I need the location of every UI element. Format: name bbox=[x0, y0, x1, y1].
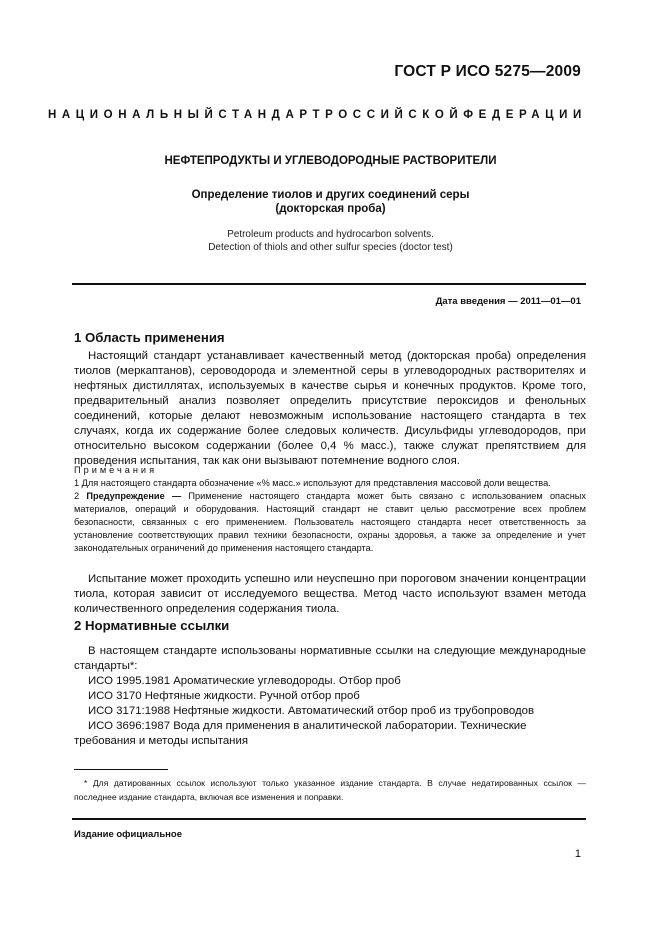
footnote: * Для датированных ссылок используют только указанное издание стандарта. В случае недатированных ссылок — последнее издание стандарта, включая все изменения и поправки. bbox=[74, 778, 586, 802]
note-1: 1 Для настоящего стандарта обозначение «% масс.» используют для представления массовой доли вещества. bbox=[74, 478, 551, 488]
notes-block bbox=[74, 464, 586, 555]
english-title-line: Petroleum products and hydrocarbon solvents. bbox=[227, 229, 434, 240]
banner-word: НАЦИОНАЛЬНЫЙ bbox=[48, 109, 219, 121]
section-1-paragraph-2 bbox=[74, 572, 586, 617]
reference-item: ИСО 1995.1981 Ароматические углеводороды. Отбор проб bbox=[88, 675, 401, 687]
banner-word: СТАНДАРТ bbox=[218, 109, 326, 121]
page-number: 1 bbox=[574, 848, 581, 860]
reference-item: ИСО 3171:1988 Нефтяные жидкости. Автоматический отбор проб из трубопроводов bbox=[88, 705, 534, 717]
national-standard-banner bbox=[48, 109, 585, 121]
reference-item: ИСО 3696:1987 Вода для применения в аналитической лаборатории. Технические требования и методы испытания bbox=[74, 720, 527, 747]
paragraph-text: Испытание может проходить успешно или неуспешно при пороговом значении концентрации тиола, которая зависит от исследуемого вещества. Метод часто используют взамен метода количественного определения содержания тиола. bbox=[74, 573, 586, 615]
banner-word: РОССИЙСКОЙ bbox=[325, 109, 464, 121]
subtitle-line: Определение тиолов и других соединений серы bbox=[191, 189, 470, 201]
section-1-paragraph bbox=[74, 349, 586, 469]
document-title: НЕФТЕПРОДУКТЫ И УГЛЕВОДОРОДНЫЕ РАСТВОРИТЕЛИ bbox=[164, 155, 497, 167]
paragraph-text: В настоящем стандарте использованы нормативные ссылки на следующие международные стандарты*: bbox=[74, 645, 586, 672]
standard-code: ГОСТ Р ИСО 5275—2009 bbox=[394, 63, 581, 80]
note-2 bbox=[74, 490, 586, 555]
note-number: 2 bbox=[74, 491, 87, 501]
paragraph-text: Настоящий стандарт устанавливает качественный метод (докторская проба) определения тиолов (меркаптанов), сероводорода и элементной серы в углеводородных растворителях и нефтяных дистиллятах, используемых в качестве сырья и конечных продуктов. Кроме того, предварительный анализ позволяет определить присутствие пероксидов и фенольных соединений, которые делают невозможным использование настоящего стандарта в тех случаях, когда их содержание более следовых количеств. Дисульфиды углеводородов, при относительно высоком содержании (более 0,4 % масс.), также служат препятствием для проведения испытания, так как они вызывают потемнение водного слоя. bbox=[74, 350, 586, 467]
header-divider bbox=[72, 283, 586, 285]
english-title-line: Detection of thiols and other sulfur species (doctor test) bbox=[208, 242, 453, 253]
section-1-heading: 1 Область применения bbox=[74, 330, 225, 345]
footnote-divider bbox=[74, 769, 168, 770]
edition-label: Издание официальное bbox=[74, 829, 182, 840]
section-2-intro bbox=[74, 644, 586, 674]
banner-word: ФЕДЕРАЦИИ bbox=[463, 109, 587, 121]
document-subtitle bbox=[0, 188, 661, 216]
subtitle-line: (докторская проба) bbox=[275, 203, 386, 215]
english-title bbox=[0, 228, 661, 254]
warning-label: Предупреждение — bbox=[86, 491, 182, 501]
reference-item: ИСО 3170 Нефтяные жидкости. Ручной отбор проб bbox=[88, 690, 360, 702]
section-2-heading: 2 Нормативные ссылки bbox=[74, 618, 230, 633]
notes-heading: Примечания bbox=[74, 465, 158, 475]
introduction-date: Дата введения — 2011—01—01 bbox=[435, 296, 581, 307]
footer-divider bbox=[72, 818, 586, 820]
note-text: Применение настоящего стандарта может быть связано с использованием опасных материалов, операций и оборудования. Настоящий стандарт не ставит целью рассмотрение всех проблем безопасности, связанных с его применением. Пользователь настоящего стандарта несет ответственность за установление соответствующих правил техники безопасности, охраны здоровья, а также за определение и учет законодательных ограничений до применения настоящего стандарта. bbox=[74, 491, 586, 553]
